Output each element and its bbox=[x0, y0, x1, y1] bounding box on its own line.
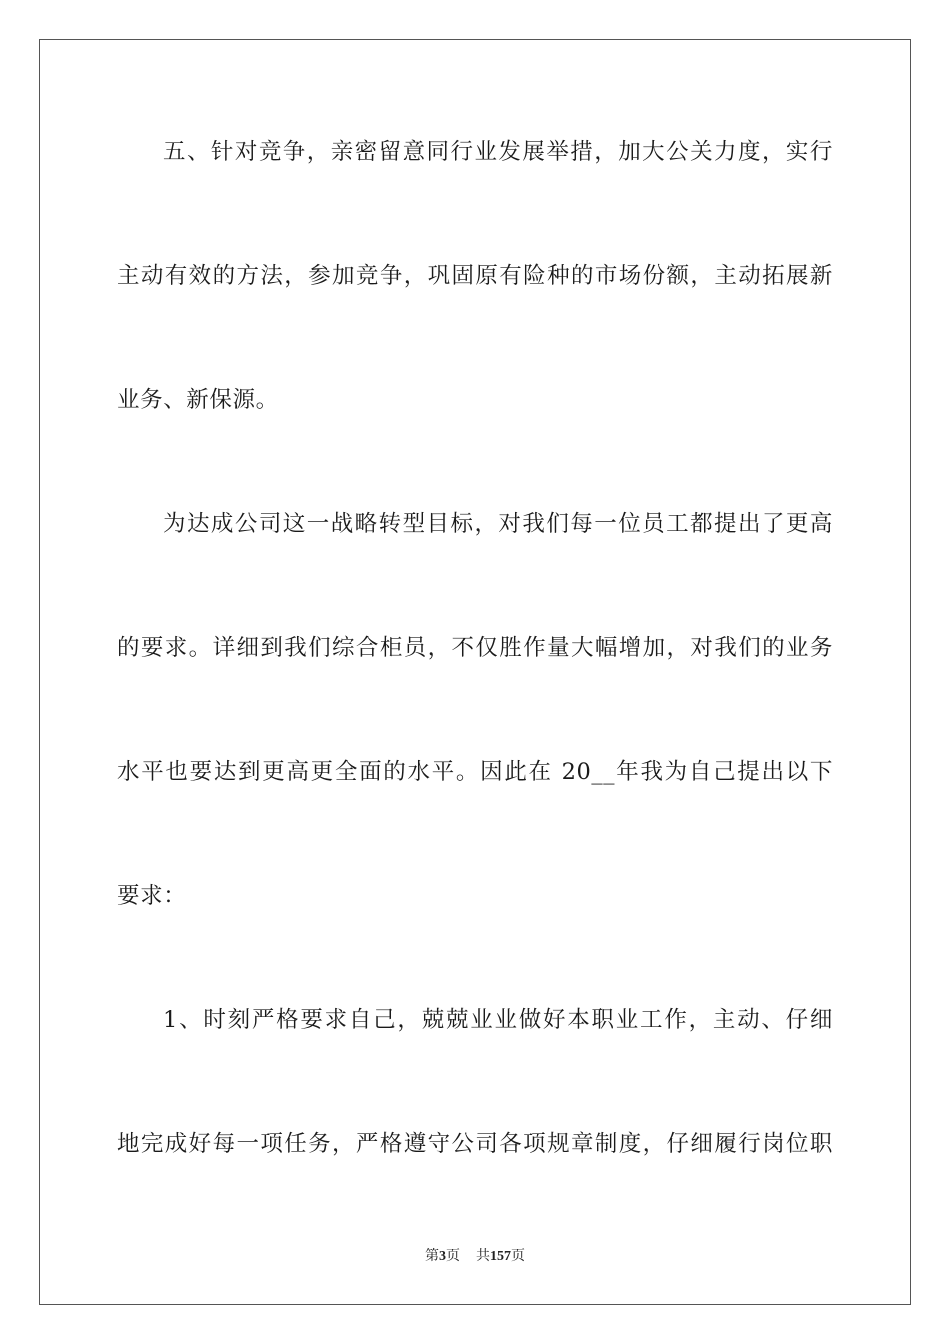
paragraph-line: 水平也要达到更高更全面的水平。因此在 20__年我为自己提出以下 bbox=[117, 759, 833, 785]
total-suffix: 页 bbox=[511, 1249, 525, 1264]
page-prefix: 第 bbox=[425, 1249, 439, 1264]
page-suffix: 页 bbox=[446, 1249, 460, 1264]
total-prefix: 共 bbox=[476, 1249, 490, 1264]
paragraph-line: 要求： bbox=[117, 883, 187, 909]
page-footer bbox=[0, 1248, 950, 1266]
paragraph-line: 业务、新保源。 bbox=[117, 387, 279, 413]
total-pages: 157 bbox=[490, 1249, 511, 1264]
paragraph-line: 1、时刻严格要求自己，兢兢业业做好本职业工作，主动、仔细 bbox=[163, 1007, 833, 1033]
page-number: 3 bbox=[439, 1249, 446, 1264]
paragraph-line: 地完成好每一项任务，严格遵守公司各项规章制度，仔细履行岗位职 bbox=[117, 1131, 833, 1157]
paragraph-line: 五、针对竞争，亲密留意同行业发展举措，加大公关力度，实行 bbox=[163, 139, 833, 165]
paragraph-line: 为达成公司这一战略转型目标，对我们每一位员工都提出了更高 bbox=[163, 511, 833, 537]
page-border bbox=[39, 39, 911, 1305]
paragraph-line: 主动有效的方法，参加竞争，巩固原有险种的市场份额，主动拓展新 bbox=[117, 263, 833, 289]
paragraph-line: 的要求。详细到我们综合柜员，不仅胜作量大幅增加，对我们的业务 bbox=[117, 635, 833, 661]
